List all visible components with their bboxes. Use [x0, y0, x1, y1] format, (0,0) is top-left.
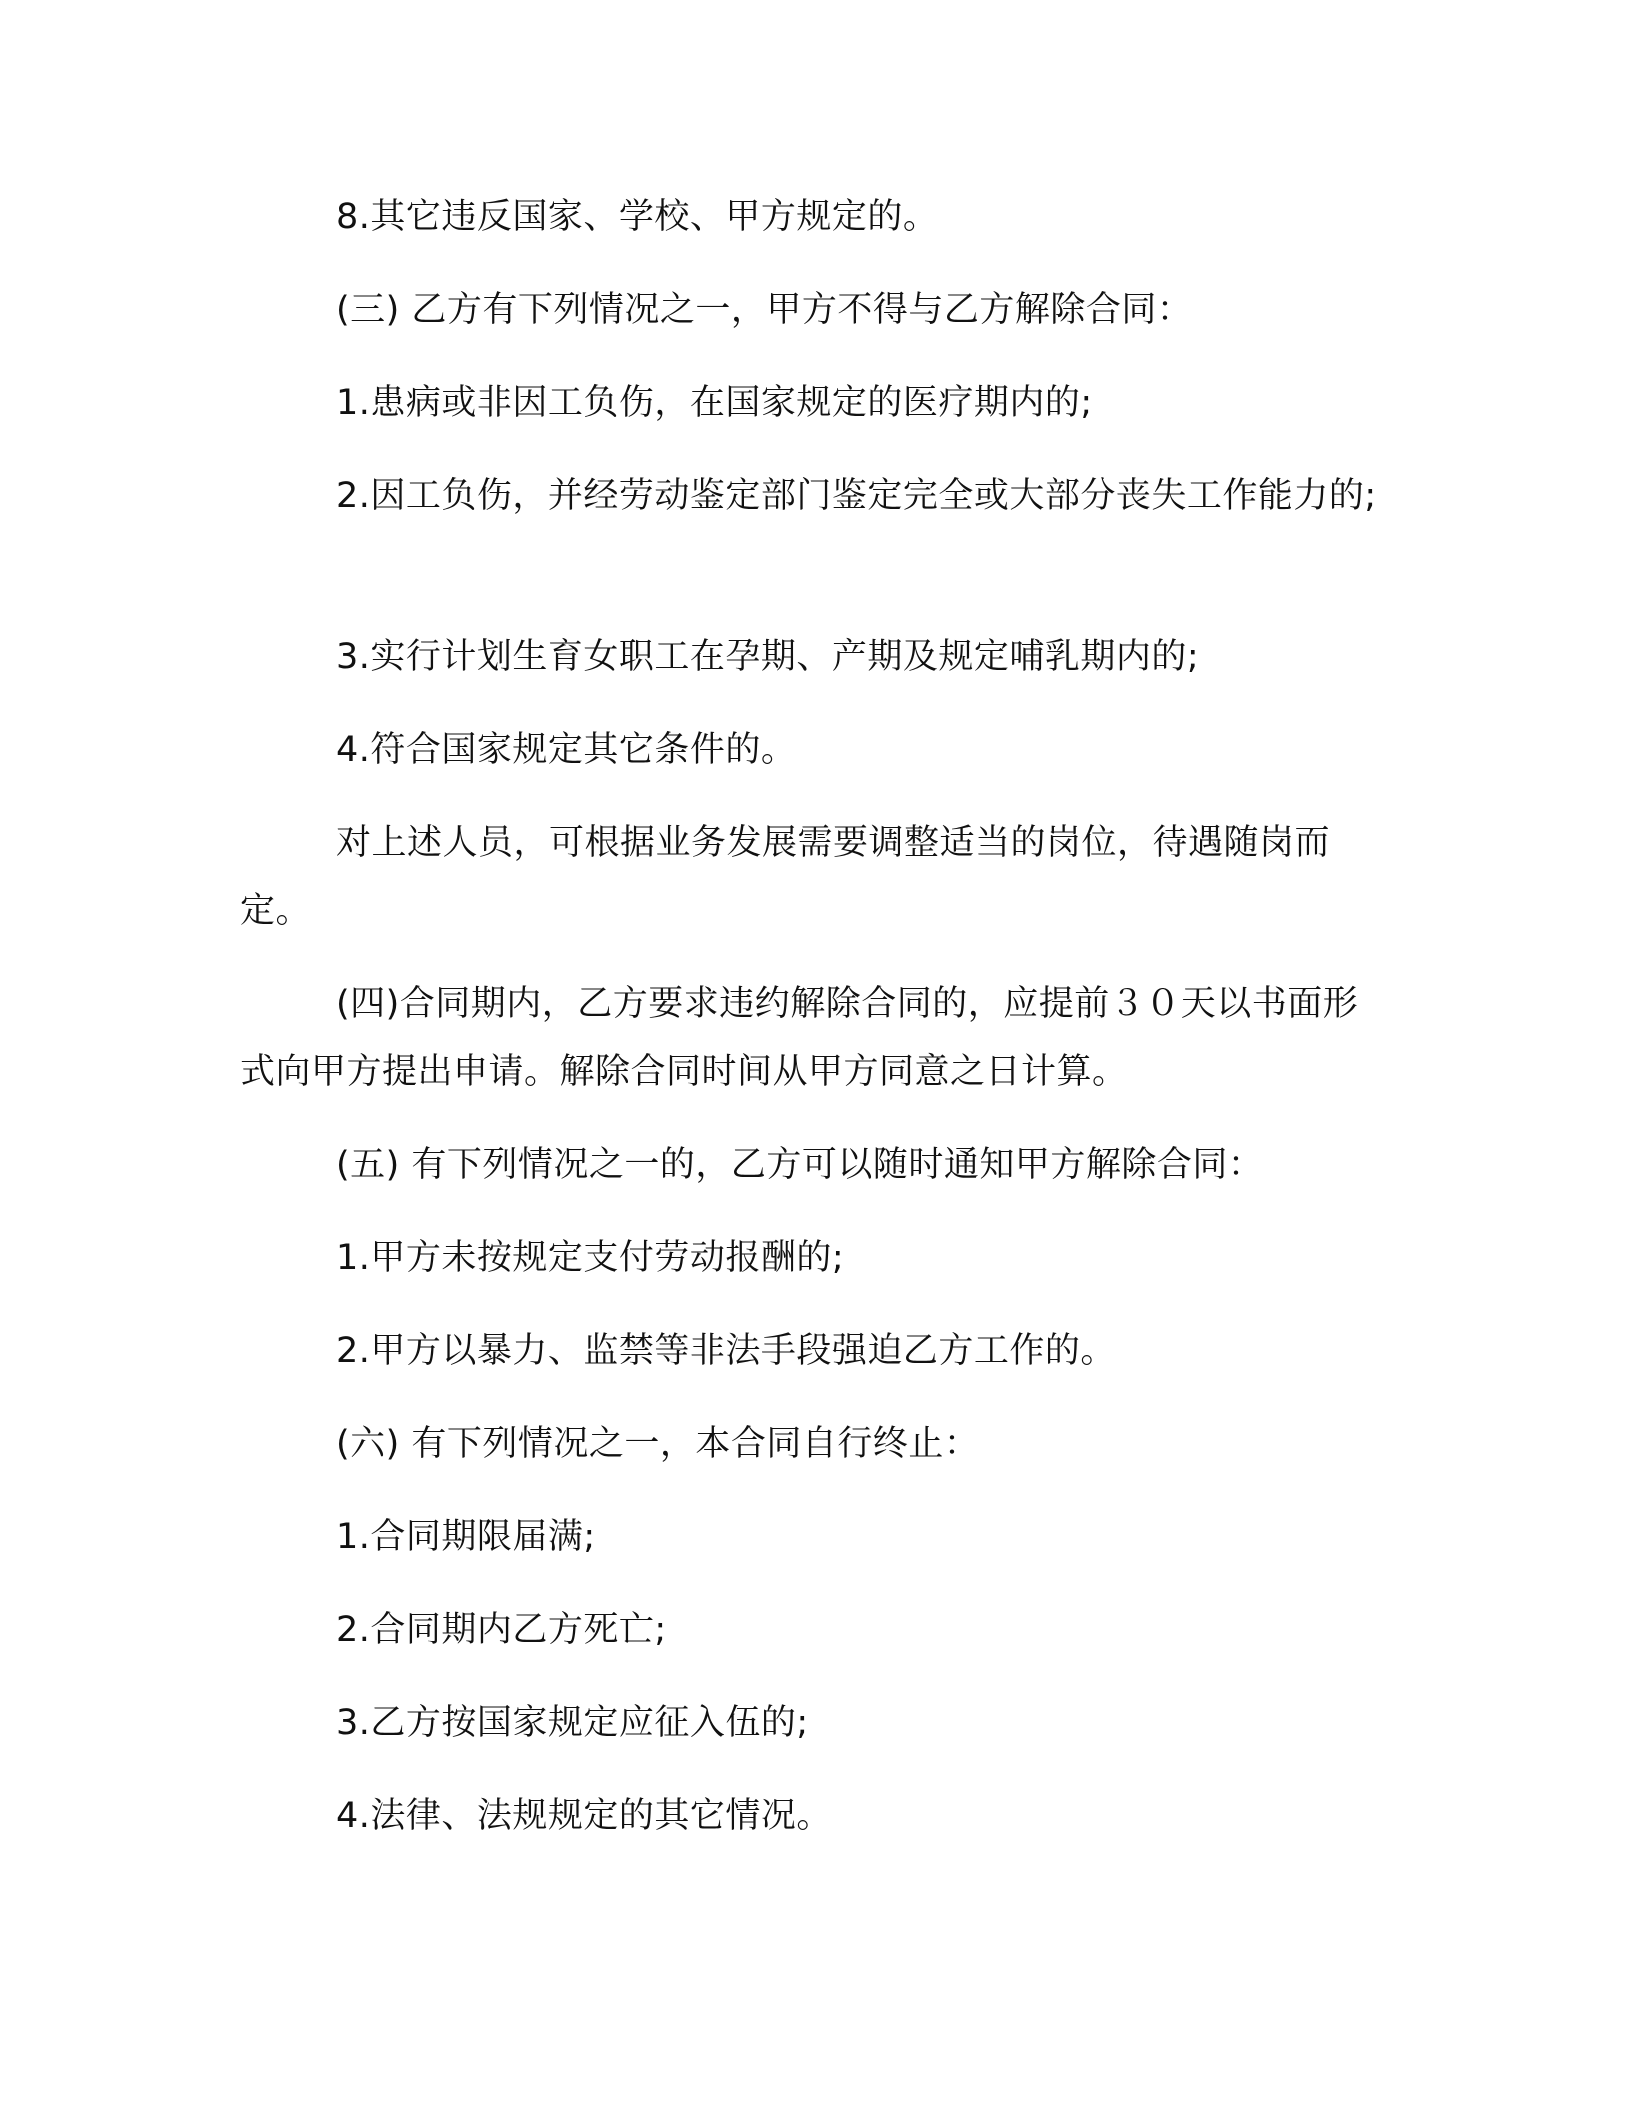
paragraph-section-3: (三) 乙方有下列情况之一，甲方不得与乙方解除合同： — [336, 290, 1193, 330]
paragraph-adjust-position: 对上述人员，可根据业务发展需要调整适当的岗位，待遇随岗而定。 — [240, 823, 1331, 931]
paragraph-section-6: (六) 有下列情况之一，本合同自行终止： — [336, 1424, 980, 1464]
paragraph-item-2-injury: 2.因工负伤，并经劳动鉴定部门鉴定完全或大部分丧失工作能力的; — [336, 476, 1377, 516]
paragraph-section-4: (四)合同期内，乙方要求违约解除合同的，应提前３０天以书面形式向甲方提出申请。解除合同时间从甲方同意之日计算。 — [240, 984, 1359, 1092]
paragraph-item-2-coercion: 2.甲方以暴力、监禁等非法手段强迫乙方工作的。 — [336, 1331, 1116, 1371]
paragraph-item-1-expiry: 1.合同期限届满; — [336, 1517, 596, 1557]
paragraph-item-1-wages: 1.甲方未按规定支付劳动报酬的; — [336, 1238, 845, 1278]
paragraph-item-2-death: 2.合同期内乙方死亡; — [336, 1610, 667, 1650]
paragraph-item-3-maternity: 3.实行计划生育女职工在孕期、产期及规定哺乳期内的; — [336, 637, 1200, 677]
paragraph-item-3-enlistment: 3.乙方按国家规定应征入伍的; — [336, 1703, 809, 1743]
paragraph-item-1-illness: 1.患病或非因工负伤，在国家规定的医疗期内的; — [336, 383, 1093, 423]
paragraph-section-5: (五) 有下列情况之一的，乙方可以随时通知甲方解除合同： — [336, 1145, 1264, 1185]
paragraph-item-4-legal: 4.法律、法规规定的其它情况。 — [336, 1796, 832, 1836]
paragraph-item-4-other-conditions: 4.符合国家规定其它条件的。 — [336, 730, 797, 770]
paragraph-item-8: 8.其它违反国家、学校、甲方规定的。 — [336, 197, 939, 237]
